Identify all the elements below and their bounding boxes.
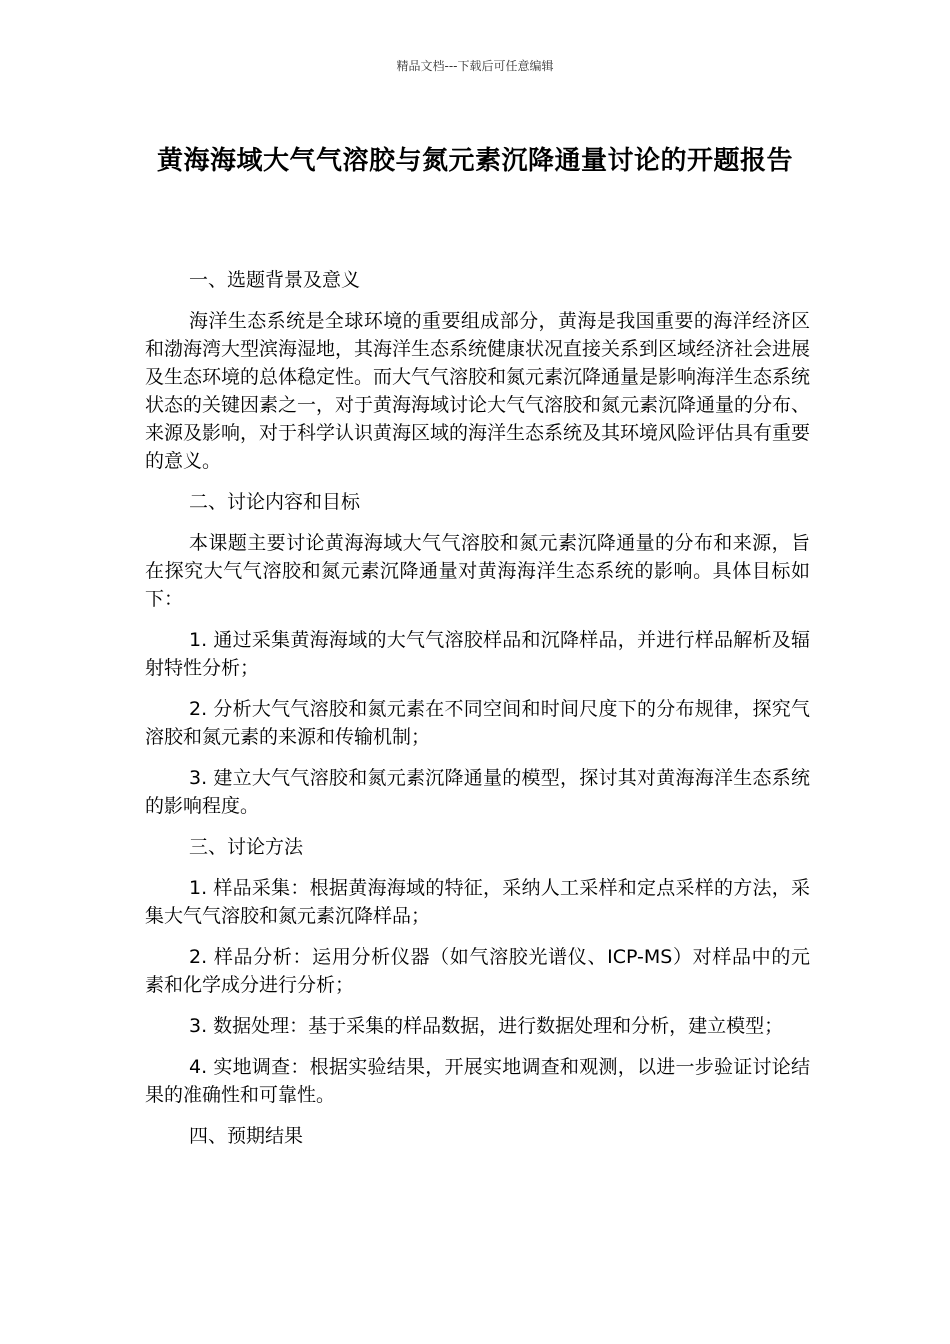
section-heading-methods: 三、讨论方法 (189, 836, 304, 858)
list-item-goal-1: 1. 通过采集黄海海域的大气气溶胶样品和沉降样品，并进行样品解析及辐射特性分析； (145, 629, 810, 679)
list-item-method-2: 2. 样品分析：运用分析仪器（如气溶胶光谱仪、ICP-MS）对样品中的元素和化学成分进行分析； (145, 946, 810, 996)
paragraph-background: 海洋生态系统是全球环境的重要组成部分，黄海是我国重要的海洋经济区和渤海湾大型滨海湿地，其海洋生态系统健康状况直接关系到区域经济社会进展及生态环境的总体稳定性。而大气气溶胶和氮元素沉降通量是影响海洋生态系统状态的关键因素之一，对于黄海海域讨论大气气溶胶和氮元素沉降通量的分布、来源及影响，对于科学认识黄海区域的海洋生态系统及其环境风险评估具有重要的意义。 (145, 310, 811, 472)
document-body (145, 266, 810, 1163)
document-title: 黄海海域大气气溶胶与氮元素沉降通量讨论的开题报告 (156, 146, 793, 176)
section-heading-expected-results: 四、预期结果 (189, 1125, 304, 1147)
list-item-method-3: 3. 数据处理：基于采集的样品数据，进行数据处理和分析，建立模型； (189, 1015, 784, 1037)
paragraph-content-intro: 本课题主要讨论黄海海域大气气溶胶和氮元素沉降通量的分布和来源，旨在探究大气气溶胶和氮元素沉降通量对黄海海洋生态系统的影响。具体目标如下： (145, 532, 810, 610)
list-item-goal-3: 3. 建立大气气溶胶和氮元素沉降通量的模型，探讨其对黄海海洋生态系统的影响程度。 (145, 767, 810, 817)
section-heading-background: 一、选题背景及意义 (189, 269, 361, 291)
list-item-goal-2: 2. 分析大气气溶胶和氮元素在不同空间和时间尺度下的分布规律，探究气溶胶和氮元素的来源和传输机制； (145, 698, 810, 748)
list-item-method-1: 1. 样品采集：根据黄海海域的特征，采纳人工采样和定点采样的方法，采集大气气溶胶和氮元素沉降样品； (145, 877, 810, 927)
header-watermark: 精品文档---下载后可任意编辑 (396, 59, 554, 73)
section-heading-content-goals: 二、讨论内容和目标 (189, 491, 361, 513)
list-item-method-4: 4. 实地调查：根据实验结果，开展实地调查和观测，以进一步验证讨论结果的准确性和可靠性。 (145, 1056, 810, 1106)
